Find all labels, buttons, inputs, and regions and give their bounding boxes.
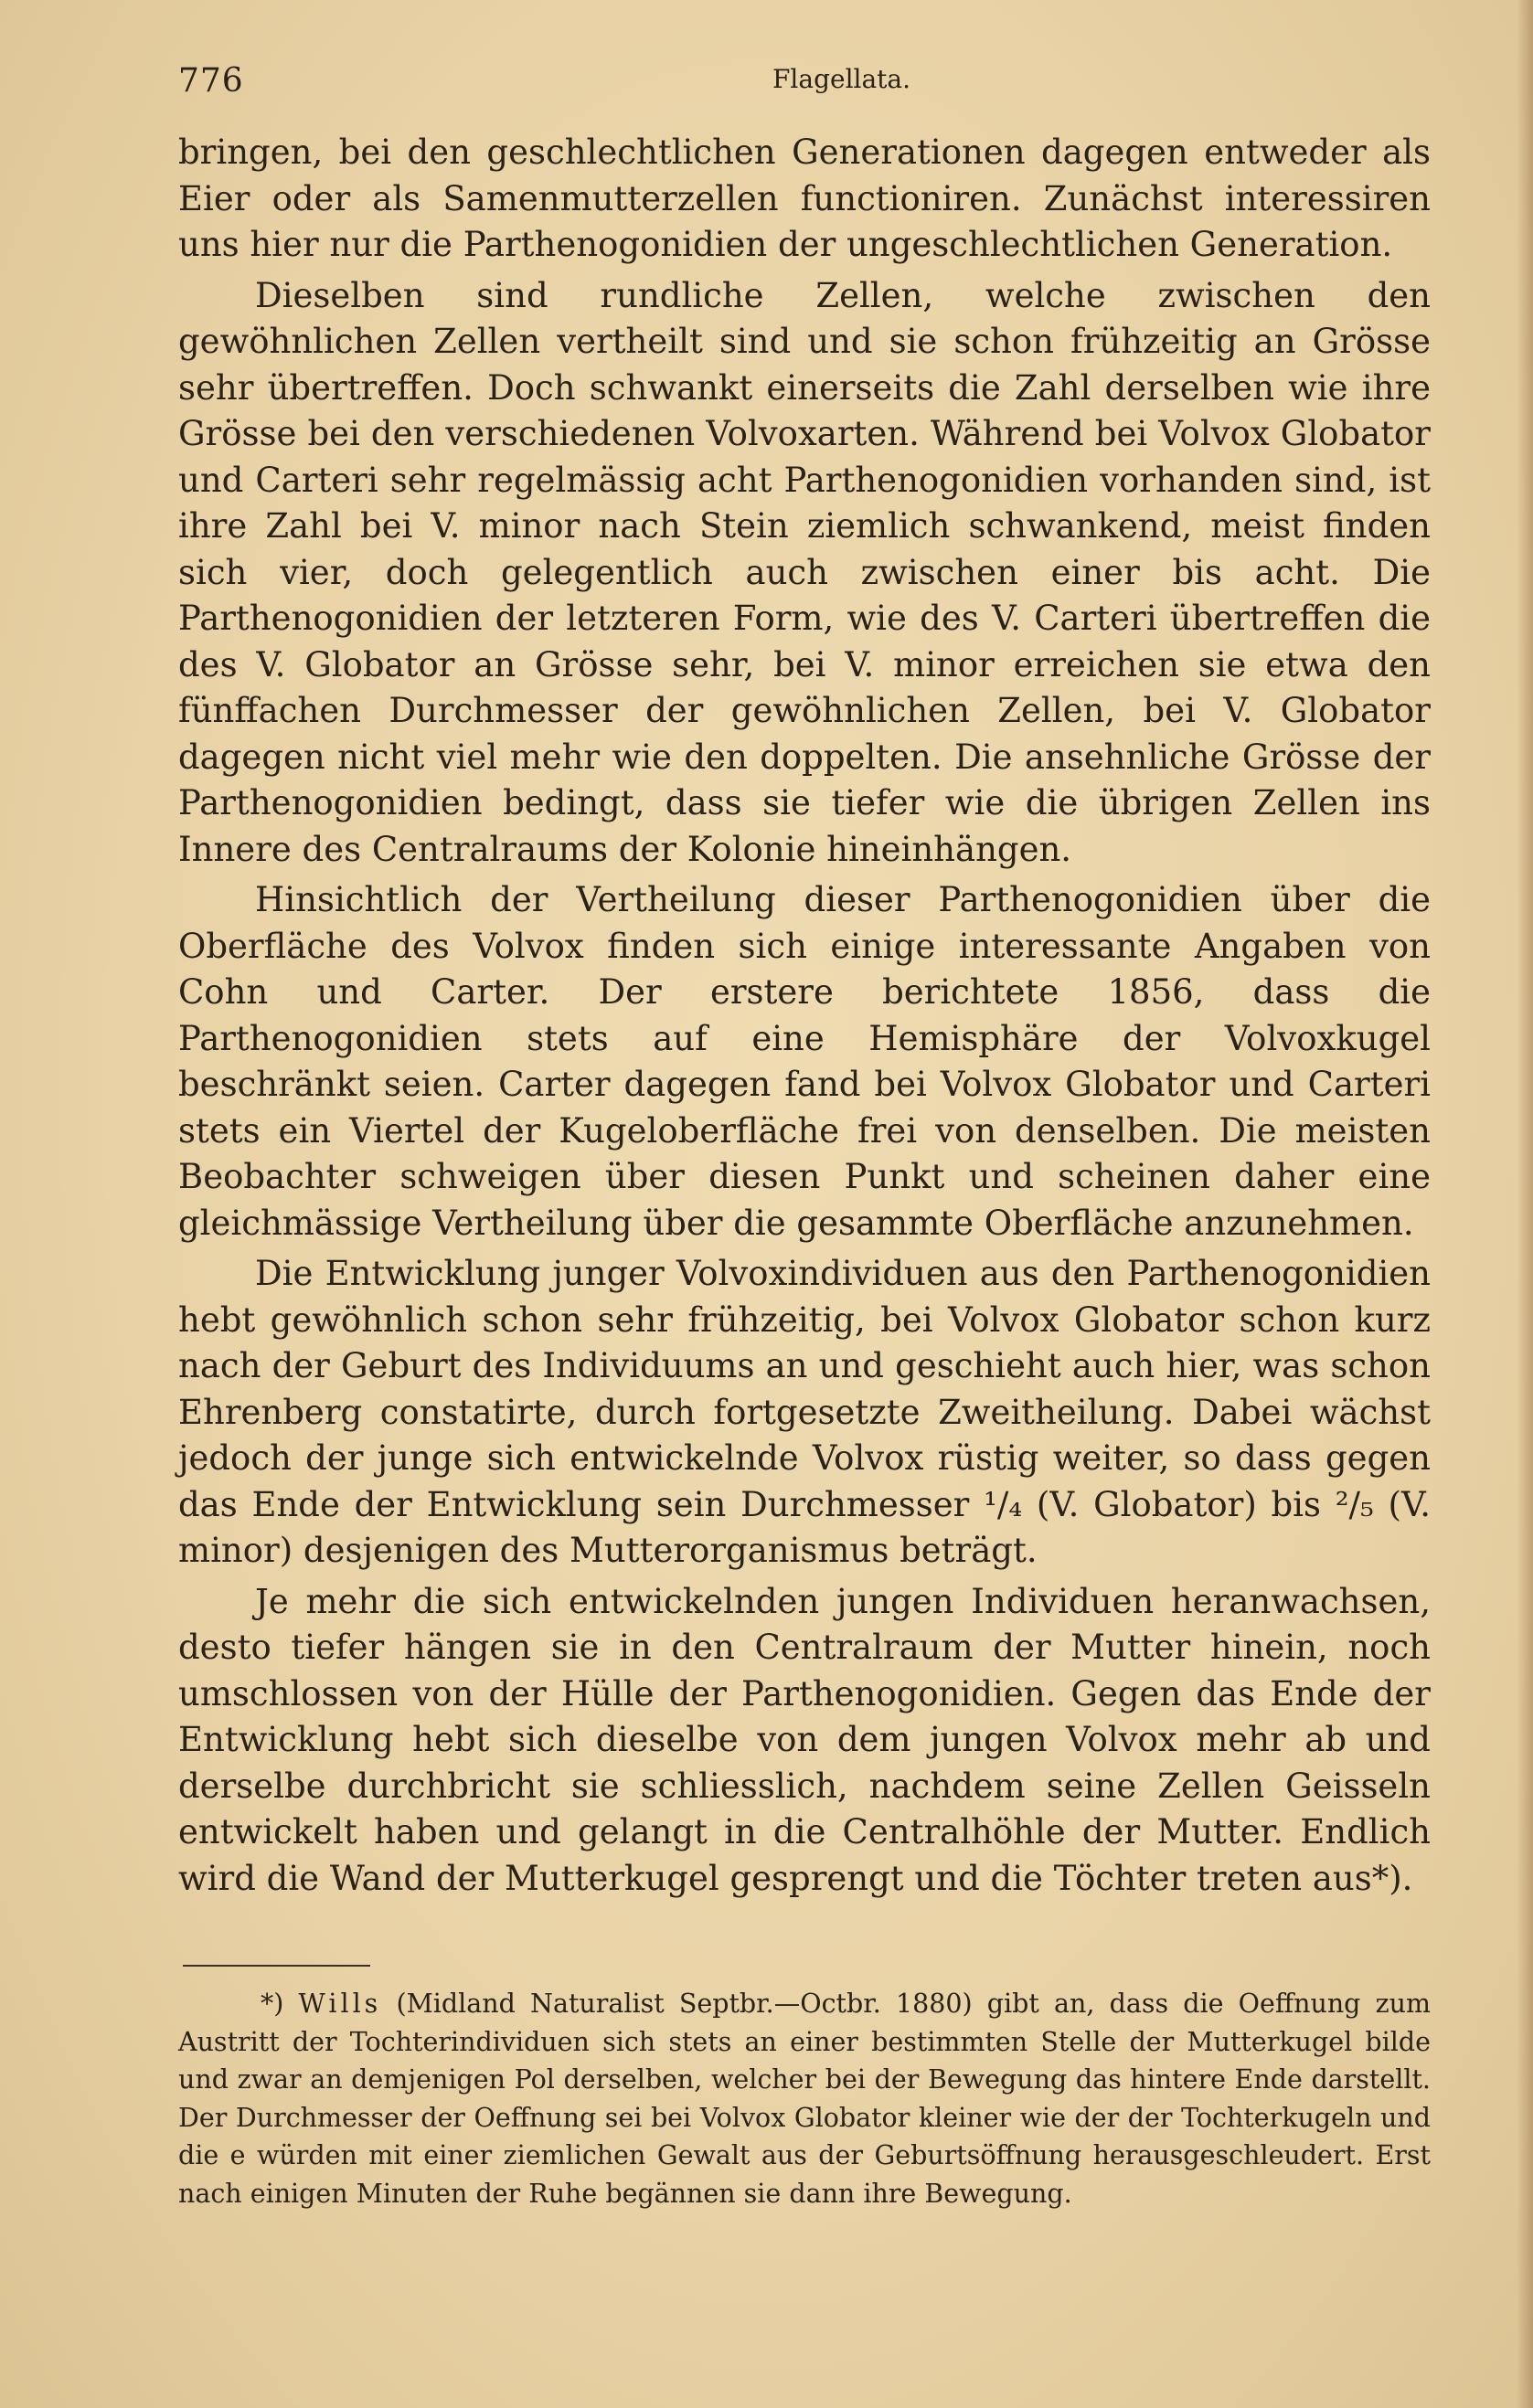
footnote-divider	[183, 1965, 370, 1967]
paragraph-1: bringen, bei den geschlechtlichen Generationen dagegen entweder als Eier oder als Samenmutterzellen functioniren. Zunächst interessiren uns hier nur die Parthenogonidien der ungeschlechtlichen Generation.	[178, 133, 1431, 264]
paragraph-5: Je mehr die sich entwickelnden jungen Individuen heranwachsen, desto tiefer hängen sie in den Centralraum der Mutter hinein, noch umschlossen von der Hülle der Parthenogonidien. Gegen das Ende der Entwicklung hebt sich dieselbe von dem jungen Volvox mehr ab und derselbe durchbricht sie schliesslich, nachdem seine Zellen Geisseln entwickelt haben und gelangt in die Centralhöhle der Mutter. Endlich wird die Wand der Mutterkugel gesprengt und die Töchter treten aus*).	[178, 1581, 1431, 1898]
footnote-author: Wills	[298, 1989, 382, 2019]
footnote	[178, 1985, 1431, 2212]
footnote-marker: *)	[261, 1989, 284, 2019]
paragraph-4: Die Entwicklung junger Volvoxindividuen aus den Parthenogonidien hebt gewöhnlich schon sehr frühzeitig, bei Volvox Globator schon kurz nach der Geburt des Individuums an und geschieht auch hier, was schon Ehrenberg constatirte, durch fortgesetzte Zweitheilung. Dabei wächst jedoch der junge sich entwickelnde Volvox rüstig weiter, so dass gegen das Ende der Entwicklung sein Durchmesser ¹/₄ (V. Globator) bis ²/₅ (V. minor) desjenigen des Mutterorganismus beträgt.	[178, 1254, 1431, 1570]
page-number: 776	[178, 62, 244, 100]
page-header	[178, 57, 1449, 111]
running-title: Flagellata.	[772, 64, 911, 94]
paragraph-3: Hinsichtlich der Vertheilung dieser Parthenogonidien über die Oberfläche des Volvox finden sich einige interessante Angaben von Cohn und Carter. Der erstere berichtete 1856, dass die Parthenogonidien stets auf eine Hemisphäre der Volvoxkugel beschränkt seien. Carter dagegen fand bei Volvox Globator und Carteri stets ein Viertel der Kugeloberfläche frei von denselben. Die meisten Beobachter schweigen über diesen Punkt und scheinen daher eine gleichmässige Vertheilung über die gesammte Oberfläche anzunehmen.	[178, 880, 1431, 1243]
footnote-text: (Midland Naturalist Septbr.—Octbr. 1880) gibt an, dass die Oeffnung zum Austritt der Tochterindividuen sich stets an einer bestimmten Stelle der Mutterkugel bilde und zwar an demjenigen Pol derselben, welcher bei der Bewegung das hintere Ende darstellt. Der Durchmesser der Oeffnung sei bei Volvox Globator kleiner wie der der Tochterkugeln und die e würden mit einer ziemlichen Gewalt aus der Geburtsöffnung herausgeschleudert. Erst nach einigen Minuten der Ruhe begännen sie dann ihre Bewegung.	[178, 1989, 1431, 2209]
body-text	[178, 130, 1431, 1906]
paragraph-2: Dieselben sind rundliche Zellen, welche zwischen den gewöhnlichen Zellen vertheilt sind und sie schon frühzeitig an Grösse sehr übertreffen. Doch schwankt einerseits die Zahl derselben wie ihre Grösse bei den verschiedenen Volvoxarten. Während bei Volvox Globator und Carteri sehr regelmässig acht Parthenogonidien vorhanden sind, ist ihre Zahl bei V. minor nach Stein ziemlich schwankend, meist finden sich vier, doch gelegentlich auch zwischen einer bis acht. Die Parthenogonidien der letzteren Form, wie des V. Carteri übertreffen die des V. Globator an Grösse sehr, bei V. minor erreichen sie etwa den fünffachen Durchmesser der gewöhnlichen Zellen, bei V. Globator dagegen nicht viel mehr wie den doppelten. Die ansehnliche Grösse der Parthenogonidien bedingt, dass sie tiefer wie die übrigen Zellen ins Innere des Centralraums der Kolonie hineinhängen.	[178, 275, 1431, 869]
